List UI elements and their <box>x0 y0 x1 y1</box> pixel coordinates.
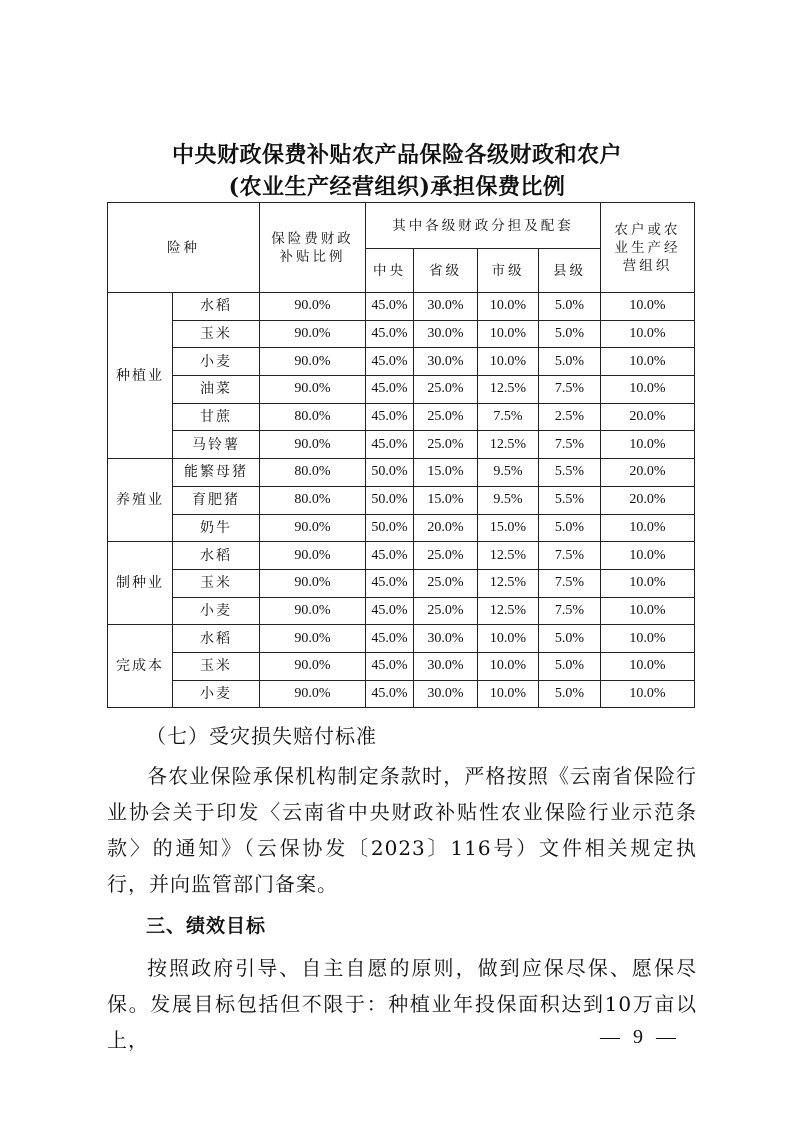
table-row <box>108 625 695 653</box>
document-title-line-1: 中央财政保费补贴农产品保险各级财政和农户 <box>171 142 622 168</box>
farmer-cell: 10.0% <box>601 569 695 597</box>
central-cell: 45.0% <box>366 320 414 348</box>
farmer-cell: 10.0% <box>601 652 695 680</box>
county-cell: 5.5% <box>539 459 601 487</box>
central-cell: 45.0% <box>366 348 414 376</box>
subsidy-cell: 90.0% <box>260 431 366 459</box>
farmer-cell: 20.0% <box>601 403 695 431</box>
central-cell: 50.0% <box>366 459 414 487</box>
municipal-cell: 12.5% <box>478 431 539 459</box>
farmer-cell: 20.0% <box>601 459 695 487</box>
provincial-cell: 30.0% <box>414 625 478 653</box>
subsidy-cell: 90.0% <box>260 348 366 376</box>
county-cell: 7.5% <box>539 597 601 625</box>
table-row <box>108 376 695 404</box>
provincial-cell: 25.0% <box>414 431 478 459</box>
central-cell: 45.0% <box>366 542 414 570</box>
farmer-cell: 20.0% <box>601 486 695 514</box>
header-central: 中央 <box>366 249 414 293</box>
crop-cell: 玉米 <box>173 569 260 597</box>
crop-cell: 奶牛 <box>173 514 260 542</box>
subsidy-cell: 90.0% <box>260 652 366 680</box>
section-7-body: 各农业保险承保机构制定条款时，严格按照《云南省保险行业协会关于印发〈云南省中央财政补贴性农业保险行业示范条款〉的通知》（云保协发〔2023〕116号）文件相关规定执行，并向监管部门备案。 <box>107 764 697 896</box>
table-body <box>108 293 695 708</box>
table-row <box>108 348 695 376</box>
provincial-cell: 15.0% <box>414 459 478 487</box>
document-title-line-2: (农业生产经营组织)承担保费比例 <box>228 174 566 200</box>
header-municipal: 市级 <box>478 249 539 293</box>
county-cell: 5.0% <box>539 320 601 348</box>
provincial-cell: 25.0% <box>414 403 478 431</box>
provincial-cell: 30.0% <box>414 652 478 680</box>
subsidy-cell: 80.0% <box>260 486 366 514</box>
central-cell: 45.0% <box>366 652 414 680</box>
subsidy-cell: 80.0% <box>260 403 366 431</box>
crop-cell: 能繁母猪 <box>173 459 260 487</box>
table-row <box>108 597 695 625</box>
table-row <box>108 514 695 542</box>
section-7-heading: （七）受灾损失赔付标准 <box>146 724 377 748</box>
page-number: — 9 — <box>600 1026 680 1048</box>
provincial-cell: 25.0% <box>414 542 478 570</box>
table-row <box>108 403 695 431</box>
farmer-cell: 10.0% <box>601 542 695 570</box>
crop-cell: 水稻 <box>173 542 260 570</box>
provincial-cell: 30.0% <box>414 348 478 376</box>
county-cell: 5.0% <box>539 293 601 321</box>
header-county: 县级 <box>539 249 601 293</box>
farmer-cell: 10.0% <box>601 597 695 625</box>
crop-cell: 育肥猪 <box>173 486 260 514</box>
municipal-cell: 12.5% <box>478 542 539 570</box>
county-cell: 2.5% <box>539 403 601 431</box>
provincial-cell: 25.0% <box>414 569 478 597</box>
municipal-cell: 10.0% <box>478 652 539 680</box>
table-row <box>108 431 695 459</box>
subsidy-cell: 80.0% <box>260 459 366 487</box>
table-row <box>108 542 695 570</box>
farmer-cell: 10.0% <box>601 680 695 708</box>
farmer-cell: 10.0% <box>601 293 695 321</box>
county-cell: 5.0% <box>539 625 601 653</box>
header-farmer-share: 农户或农业生产经营组织 <box>601 203 695 293</box>
farmer-cell: 10.0% <box>601 376 695 404</box>
county-cell: 7.5% <box>539 376 601 404</box>
header-finance-share: 其中各级财政分担及配套 <box>366 203 601 249</box>
farmer-cell: 10.0% <box>601 320 695 348</box>
crop-cell: 小麦 <box>173 348 260 376</box>
header-subsidy-ratio: 保险费财政补贴比例 <box>260 203 366 293</box>
provincial-cell: 25.0% <box>414 597 478 625</box>
table-row <box>108 320 695 348</box>
central-cell: 45.0% <box>366 403 414 431</box>
table-row <box>108 569 695 597</box>
subsidy-cell: 90.0% <box>260 293 366 321</box>
county-cell: 5.0% <box>539 652 601 680</box>
subsidy-cell: 90.0% <box>260 597 366 625</box>
farmer-cell: 10.0% <box>601 431 695 459</box>
subsidy-cell: 90.0% <box>260 680 366 708</box>
central-cell: 50.0% <box>366 514 414 542</box>
central-cell: 50.0% <box>366 486 414 514</box>
subsidy-cell: 90.0% <box>260 514 366 542</box>
provincial-cell: 25.0% <box>414 376 478 404</box>
crop-cell: 玉米 <box>173 652 260 680</box>
municipal-cell: 10.0% <box>478 680 539 708</box>
category-cell: 完成本 <box>108 625 173 708</box>
subsidy-cell: 90.0% <box>260 320 366 348</box>
subsidy-cell: 90.0% <box>260 569 366 597</box>
provincial-cell: 30.0% <box>414 320 478 348</box>
crop-cell: 水稻 <box>173 293 260 321</box>
farmer-cell: 10.0% <box>601 348 695 376</box>
municipal-cell: 15.0% <box>478 514 539 542</box>
central-cell: 45.0% <box>366 680 414 708</box>
table-row <box>108 459 695 487</box>
central-cell: 45.0% <box>366 376 414 404</box>
central-cell: 45.0% <box>366 597 414 625</box>
municipal-cell: 12.5% <box>478 597 539 625</box>
header-provincial: 省级 <box>414 249 478 293</box>
county-cell: 5.0% <box>539 680 601 708</box>
county-cell: 7.5% <box>539 431 601 459</box>
county-cell: 5.0% <box>539 514 601 542</box>
table-row <box>108 680 695 708</box>
section-3-heading: 三、绩效目标 <box>146 915 267 937</box>
crop-cell: 油菜 <box>173 376 260 404</box>
farmer-cell: 10.0% <box>601 625 695 653</box>
table-row <box>108 293 695 321</box>
central-cell: 45.0% <box>366 569 414 597</box>
county-cell: 7.5% <box>539 569 601 597</box>
municipal-cell: 12.5% <box>478 376 539 404</box>
municipal-cell: 10.0% <box>478 320 539 348</box>
municipal-cell: 10.0% <box>478 348 539 376</box>
crop-cell: 小麦 <box>173 597 260 625</box>
subsidy-cell: 90.0% <box>260 542 366 570</box>
crop-cell: 小麦 <box>173 680 260 708</box>
header-insurance-type: 险种 <box>108 203 260 293</box>
municipal-cell: 10.0% <box>478 625 539 653</box>
crop-cell: 水稻 <box>173 625 260 653</box>
county-cell: 5.5% <box>539 486 601 514</box>
provincial-cell: 30.0% <box>414 680 478 708</box>
municipal-cell: 10.0% <box>478 293 539 321</box>
provincial-cell: 30.0% <box>414 293 478 321</box>
farmer-cell: 10.0% <box>601 514 695 542</box>
subsidy-cell: 90.0% <box>260 376 366 404</box>
provincial-cell: 15.0% <box>414 486 478 514</box>
category-cell: 制种业 <box>108 542 173 625</box>
municipal-cell: 9.5% <box>478 459 539 487</box>
municipal-cell: 12.5% <box>478 569 539 597</box>
central-cell: 45.0% <box>366 625 414 653</box>
premium-share-table <box>107 202 695 708</box>
provincial-cell: 20.0% <box>414 514 478 542</box>
municipal-cell: 7.5% <box>478 403 539 431</box>
crop-cell: 甘蔗 <box>173 403 260 431</box>
table-row <box>108 486 695 514</box>
crop-cell: 玉米 <box>173 320 260 348</box>
county-cell: 5.0% <box>539 348 601 376</box>
municipal-cell: 9.5% <box>478 486 539 514</box>
category-cell: 养殖业 <box>108 459 173 542</box>
central-cell: 45.0% <box>366 431 414 459</box>
table-row <box>108 652 695 680</box>
section-3-body: 按照政府引导、自主自愿的原则，做到应保尽保、愿保尽保。发展目标包括但不限于：种植业年投保面积达到10万亩以上， <box>107 956 697 1052</box>
crop-cell: 马铃薯 <box>173 431 260 459</box>
category-cell: 种植业 <box>108 293 173 459</box>
county-cell: 7.5% <box>539 542 601 570</box>
subsidy-cell: 90.0% <box>260 625 366 653</box>
central-cell: 45.0% <box>366 293 414 321</box>
